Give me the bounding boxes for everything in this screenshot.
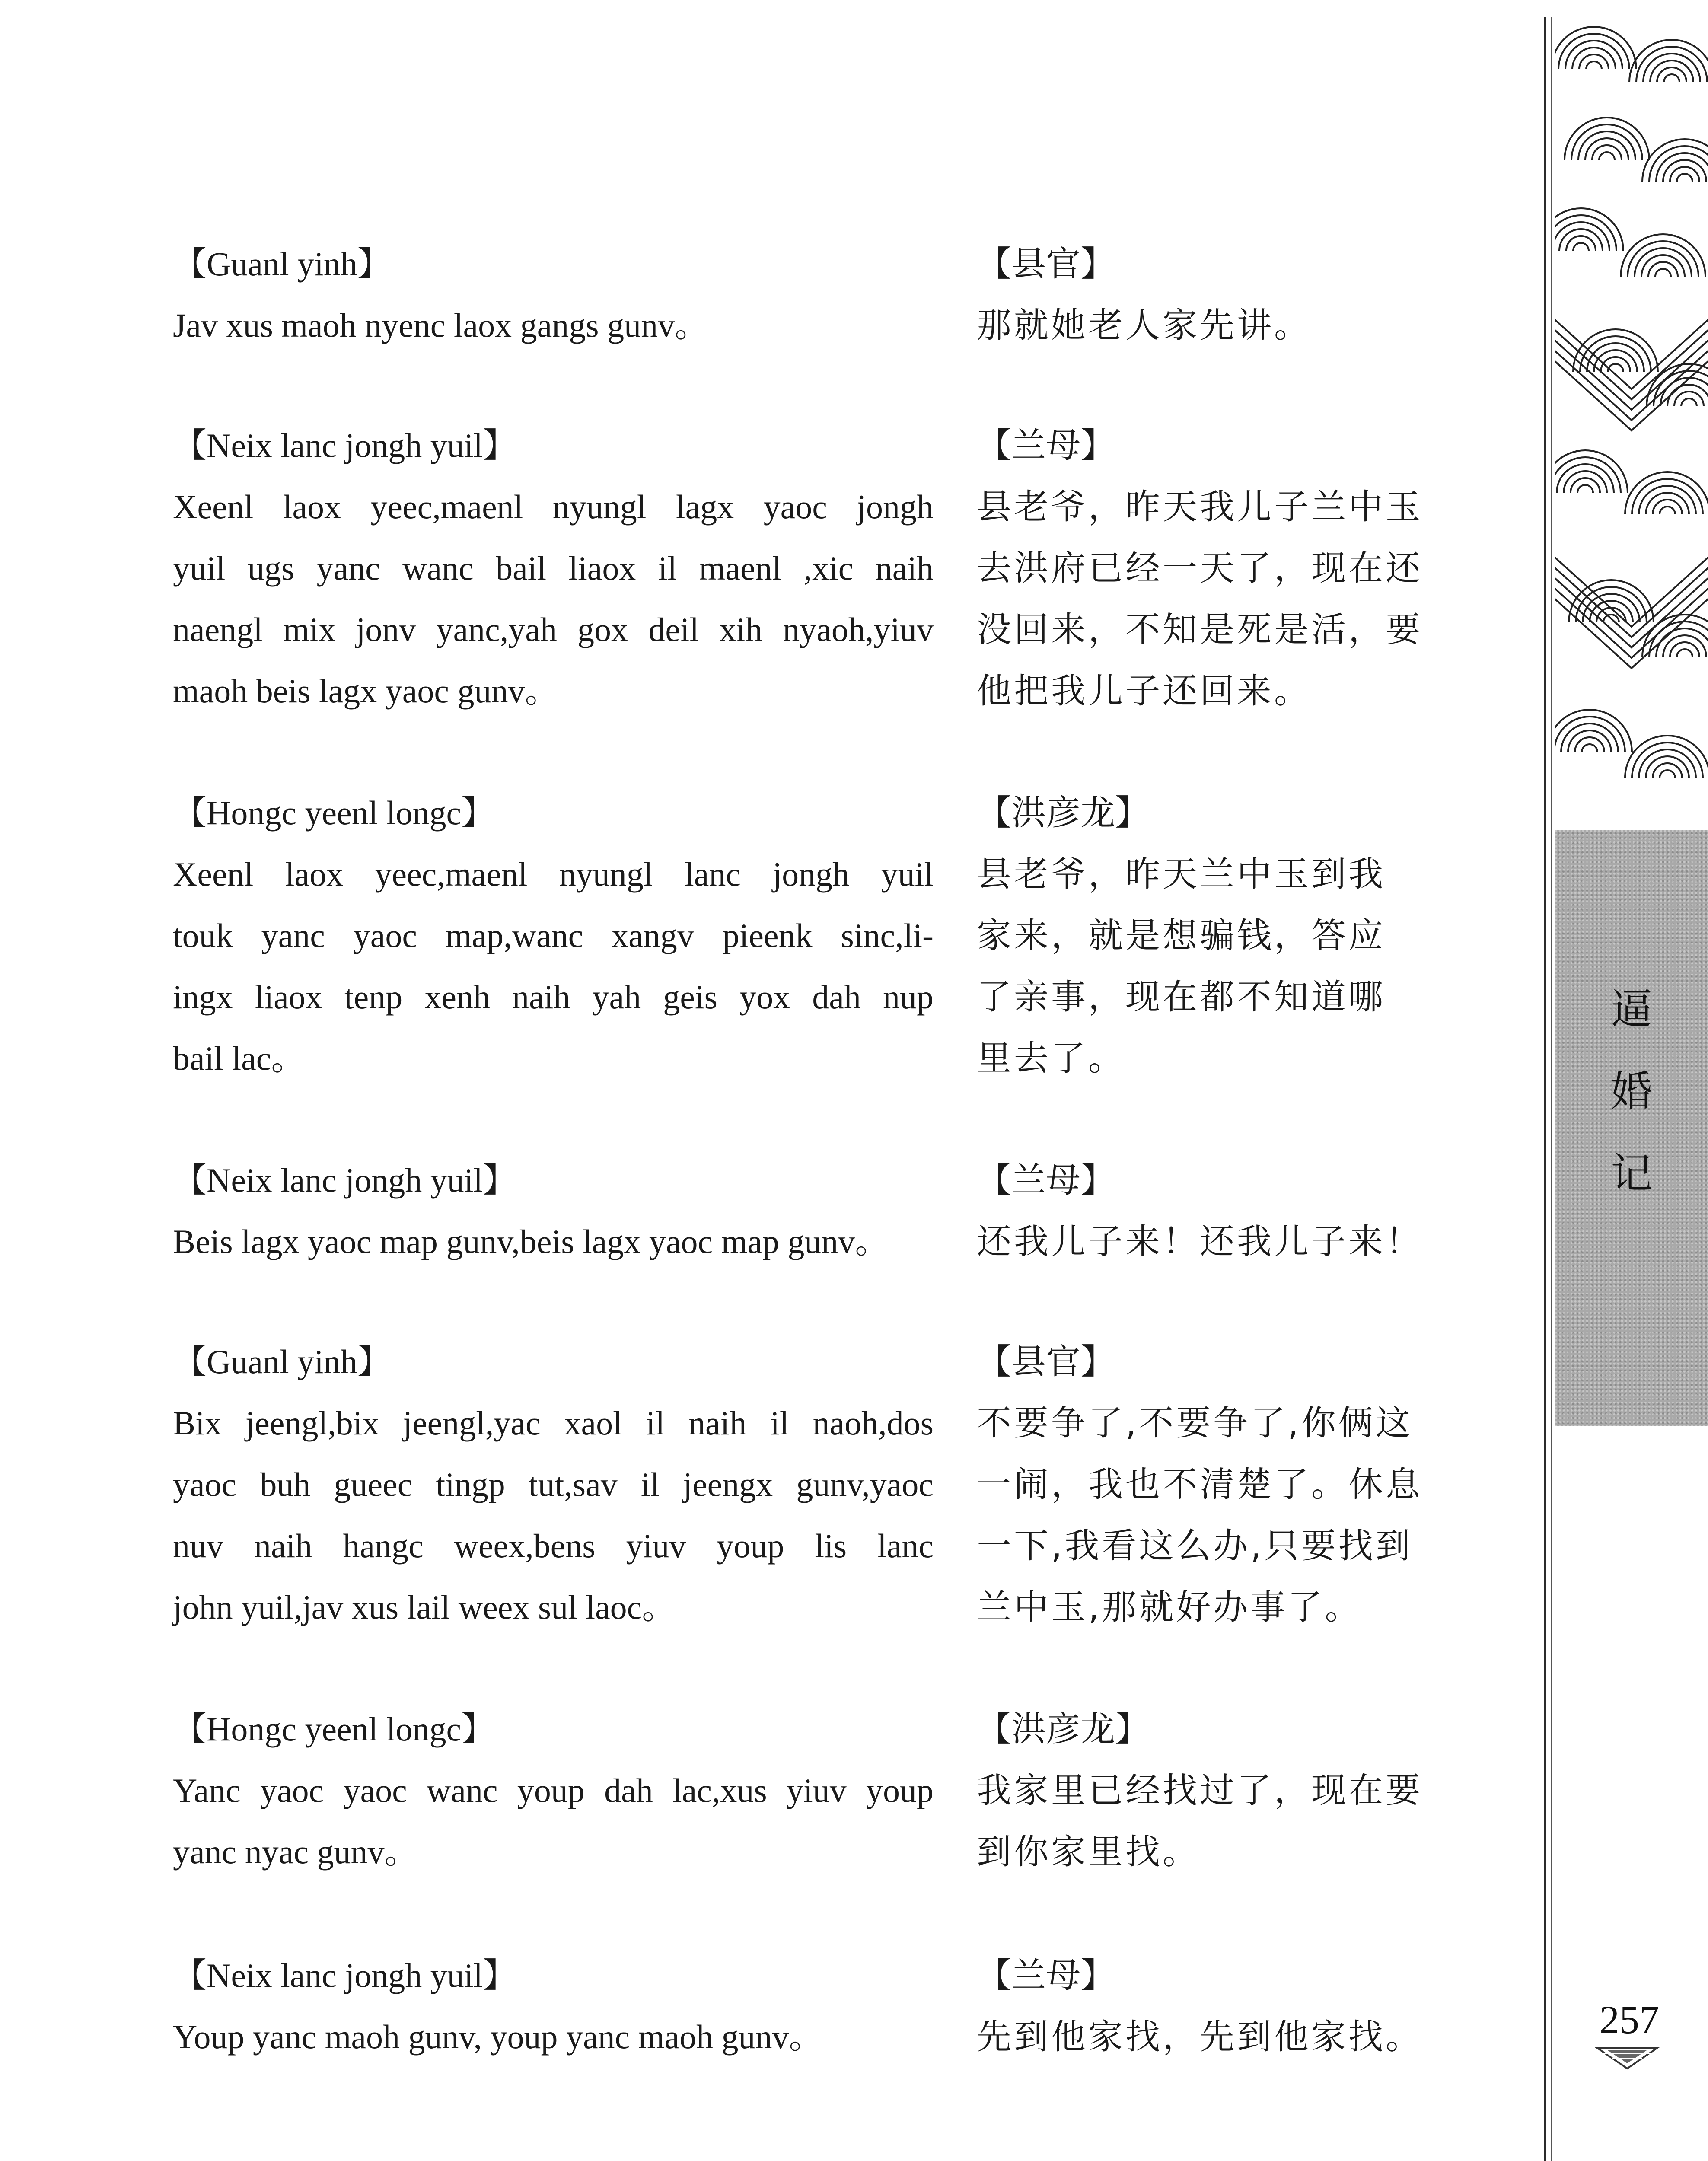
dialogue-line-latin: ingx liaox tenp xenh naih yah geis yox dah nup [173,978,934,1016]
dialogue-line-chinese: 那就她老人家先讲。 [977,305,1311,345]
dialogue-line-latin: Jav xus maoh nyenc laox gangs gunv。 [173,306,709,344]
dialogue-line-chinese: 了亲事，现在都不知道哪 [977,977,1386,1017]
dialogue-line-chinese: 里去了。 [977,1038,1125,1078]
speaker-name-latin: 【Neix lanc jongh yuil】 [173,427,517,464]
dialogue-chinese [977,1150,1423,1272]
dialogue-line-latin: Youp yanc maoh gunv, youp yanc maoh gunv。 [173,2018,823,2056]
dialogue-line-latin: Xeenl laox yeec,maenl nyungl lanc jongh yuil [173,855,934,893]
dialogue-line-latin: yuil ugs yanc wanc bail liaox il maenl ,xic naih [173,549,934,587]
chapter-title [1555,968,1708,1214]
dialogue-line-latin: yaoc buh gueec tingp tut,sav il jeengx gunv,yaoc [173,1466,934,1503]
speaker-name-latin: 【Guanl yinh】 [173,245,391,283]
dialogue-line-chinese: 不要争了,不要争了,你俩这 [977,1403,1413,1443]
dialogue-line-chinese: 一下,我看这么办,只要找到 [977,1526,1413,1566]
dialogue-line-latin: Xeenl laox yeec,maenl nyungl lagx yaoc jongh [173,488,934,526]
dialogue-line-chinese: 兰中玉,那就好办事了。 [977,1587,1362,1627]
speaker-name-latin: 【Guanl yinh】 [173,1343,391,1380]
speaker-name-chinese: 【兰母】 [977,425,1115,465]
speaker-name-latin: 【Hongc yeenl longc】 [173,1710,495,1748]
speaker-name-latin: 【Neix lanc jongh yuil】 [173,1957,517,1994]
page-number: 257 [1600,1998,1659,2042]
chapter-title-char: 逼 [1611,985,1652,1033]
dialogue-line-chinese: 到你家里找。 [977,1832,1200,1872]
page-number-ornament-icon [1595,2044,1660,2070]
dialogue-line-chinese: 去洪府已经一天了，现在还 [977,548,1423,588]
speaker-name-chinese: 【兰母】 [977,1160,1115,1200]
chapter-title-char: 婚 [1611,1067,1652,1116]
dialogue-chinese [977,1699,1423,1883]
dialogue-line-chinese: 还我儿子来！还我儿子来！ [977,1221,1423,1262]
dialogue-line-chinese: 我家里已经找过了，现在要 [977,1770,1423,1810]
speaker-name-chinese: 【县官】 [977,244,1115,284]
dialogue-latin [173,233,934,356]
dialogue-chinese [977,1331,1423,1638]
dialogue-latin [173,1699,934,1883]
dialogue-chinese [977,415,1423,722]
dialogue-line-chinese: 先到他家找，先到他家找。 [977,2017,1423,2057]
dialogue-line-latin: touk yanc yaoc map,wanc xangv pieenk sinc,li- [173,917,934,954]
dialogue-chinese [977,1945,1423,2068]
dialogue-line-chinese: 一闹，我也不清楚了。休息 [977,1464,1423,1504]
dialogue-line-latin: bail lac。 [173,1039,305,1077]
dialogue-chinese [977,782,1386,1089]
dialogue-line-latin: yanc nyac gunv。 [173,1833,418,1871]
speaker-name-chinese: 【兰母】 [977,1955,1115,1995]
dialogue-line-chinese: 他把我儿子还回来。 [977,671,1311,711]
dialogue-latin [173,782,934,1089]
dialogue-latin [173,415,934,722]
dialogue-line-chinese: 县老爷，昨天兰中玉到我 [977,854,1386,894]
speaker-name-latin: 【Neix lanc jongh yuil】 [173,1161,517,1199]
dialogue-line-chinese: 家来，就是想骗钱，答应 [977,915,1386,956]
speaker-name-chinese: 【县官】 [977,1342,1115,1382]
margin-rule-inner [1551,17,1552,2161]
dialogue-chinese [977,233,1311,356]
margin-rule [1544,17,1546,2161]
dialogue-latin [173,1945,934,2068]
dialogue-line-latin: john yuil,jav xus lail weex sul laoc。 [173,1588,676,1626]
chapter-title-char: 记 [1611,1149,1652,1198]
speaker-name-chinese: 【洪彦龙】 [977,793,1150,833]
dialogue-line-chinese: 县老爷，昨天我儿子兰中玉 [977,487,1423,527]
dialogue-line-latin: Beis lagx yaoc map gunv,beis lagx yaoc map gunv。 [173,1223,889,1260]
dialogue-line-chinese: 没回来，不知是死是活，要 [977,609,1423,650]
dialogue-line-latin: naengl mix jonv yanc,yah gox deil xih nyaoh,yiuv [173,611,934,648]
speaker-name-latin: 【Hongc yeenl longc】 [173,794,495,832]
dialogue-line-latin: maoh beis lagx yaoc gunv。 [173,672,559,710]
speaker-name-chinese: 【洪彦龙】 [977,1709,1150,1749]
cloud-pattern-ornament [1555,17,1708,830]
dialogue-latin [173,1331,934,1638]
dialogue-line-latin: Yanc yaoc yaoc wanc youp dah lac,xus yiuv youp [173,1772,934,1809]
dialogue-line-latin: nuv naih hangc weex,bens yiuv youp lis lanc [173,1527,934,1565]
dialogue-line-latin: Bix jeengl,bix jeengl,yac xaol il naih il naoh,dos [173,1404,934,1442]
dialogue-latin [173,1150,934,1272]
